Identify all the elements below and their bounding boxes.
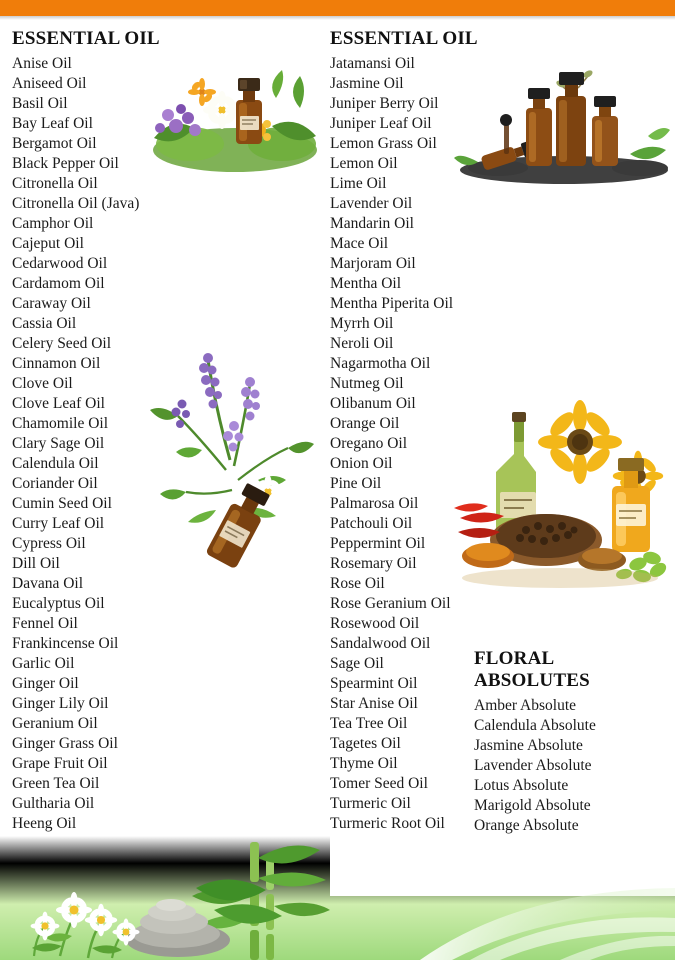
list-item: Pine Oil [330, 475, 382, 492]
list-item: Dill Oil [12, 555, 60, 572]
list-item: Star Anise Oil [330, 695, 418, 712]
list-item: Fennel Oil [12, 615, 78, 632]
list-item: Olibanum Oil [330, 395, 416, 412]
list-item: Tagetes Oil [330, 735, 401, 752]
list-item: Jatamansi Oil [330, 55, 415, 72]
list-item: Turmeric Root Oil [330, 815, 445, 832]
list-item: Celery Seed Oil [12, 335, 112, 352]
list-item: Cajeput Oil [12, 235, 84, 252]
list-item: Garlic Oil [12, 655, 75, 672]
list-item: Jasmine Absolute [474, 737, 583, 754]
spa-bottom-band-image [0, 836, 675, 960]
list-item: Tomer Seed Oil [330, 775, 428, 792]
spices-oil-illustration [452, 400, 672, 590]
list-item: Calendula Absolute [474, 717, 596, 734]
list-item: Cassia Oil [12, 315, 77, 332]
list-item: Heeng Oil [12, 815, 77, 832]
list-item: Myrrh Oil [330, 315, 394, 332]
list-item: Green Tea Oil [12, 775, 100, 792]
list-item: Tea Tree Oil [330, 715, 408, 732]
list-item: Ginger Lily Oil [12, 695, 109, 712]
list-item: Amber Absolute [474, 697, 577, 714]
list-item: Camphor Oil [12, 215, 94, 232]
top-orange-banner [0, 0, 675, 16]
list-item: Mandarin Oil [330, 215, 414, 232]
list-item: Cumin Seed Oil [12, 495, 112, 512]
list-item: Oregano Oil [330, 435, 408, 452]
list-item: Davana Oil [12, 575, 84, 592]
flowers-bottle-illustration [150, 68, 320, 178]
list-item: Chamomile Oil [12, 415, 109, 432]
list-item: Nutmeg Oil [330, 375, 404, 392]
banner-shadow [0, 16, 675, 20]
list-item: Rose Geranium Oil [330, 595, 451, 612]
list-item: Citronella Oil [12, 175, 98, 192]
list-item: Clary Sage Oil [12, 435, 105, 452]
list-item: Orange Oil [330, 415, 400, 432]
list-item: Cedarwood Oil [12, 255, 108, 272]
list-item: Eucalyptus Oil [12, 595, 105, 612]
lavender-with-bottle-image [138, 340, 323, 600]
list-item: Orange Absolute [474, 817, 579, 834]
list-item: Ginger Oil [12, 675, 79, 692]
spices-and-oil-image [452, 400, 672, 590]
list-item: Spearmint Oil [330, 675, 418, 692]
list-item: Curry Leaf Oil [12, 515, 105, 532]
list-item: Clove Oil [12, 375, 73, 392]
list-item: Rosewood Oil [330, 615, 420, 632]
list-item: Nagarmotha Oil [330, 355, 431, 372]
list-item: Marigold Absolute [474, 797, 591, 814]
flowers-with-oil-bottle-image [150, 68, 320, 178]
list-item: Caraway Oil [12, 295, 91, 312]
list-item: Ginger Grass Oil [12, 735, 118, 752]
floral-absolutes-heading: FLORAL ABSOLUTES [474, 648, 590, 691]
list-item: Lime Oil [330, 175, 387, 192]
list-item: Juniper Leaf Oil [330, 115, 432, 132]
list-item: Mentha Oil [330, 275, 402, 292]
list-item: Bergamot Oil [12, 135, 97, 152]
list-item: Gultharia Oil [12, 795, 95, 812]
list-item: Geranium Oil [12, 715, 98, 732]
list-item: Lavender Oil [330, 195, 413, 212]
list-item: Onion Oil [330, 455, 393, 472]
list-item: Lavender Absolute [474, 757, 592, 774]
list-item: Palmarosa Oil [330, 495, 419, 512]
list-item: Neroli Oil [330, 335, 394, 352]
list-item: Marjoram Oil [330, 255, 416, 272]
list-item: Patchouli Oil [330, 515, 413, 532]
list-item: Sage Oil [330, 655, 384, 672]
list-item: Bay Leaf Oil [12, 115, 93, 132]
right-column-heading: ESSENTIAL OIL [330, 28, 478, 49]
list-item: Thyme Oil [330, 755, 398, 772]
list-item: Lotus Absolute [474, 777, 569, 794]
list-item: Grape Fruit Oil [12, 755, 108, 772]
list-item: Lemon Oil [330, 155, 398, 172]
list-item: Mace Oil [330, 235, 389, 252]
list-item: Lemon Grass Oil [330, 135, 437, 152]
list-item: Rose Oil [330, 575, 385, 592]
list-item: Black Pepper Oil [12, 155, 119, 172]
list-item: Peppermint Oil [330, 535, 426, 552]
list-item: Sandalwood Oil [330, 635, 431, 652]
list-item: Frankincense Oil [12, 635, 119, 652]
list-item: Anise Oil [12, 55, 72, 72]
list-item: Mentha Piperita Oil [330, 295, 454, 312]
list-item: Coriander Oil [12, 475, 98, 492]
list-item: Basil Oil [12, 95, 68, 112]
lavender-illustration [138, 340, 323, 600]
left-column-heading: ESSENTIAL OIL [12, 28, 160, 49]
list-item: Turmeric Oil [330, 795, 411, 812]
list-item: Calendula Oil [12, 455, 99, 472]
list-item: Cardamom Oil [12, 275, 105, 292]
list-item: Aniseed Oil [12, 75, 87, 92]
list-item: Rosemary Oil [330, 555, 417, 572]
amber-bottle-group-image [452, 62, 672, 187]
spa-band-illustration [0, 836, 675, 960]
list-item: Cypress Oil [12, 535, 86, 552]
list-item: Cinnamon Oil [12, 355, 101, 372]
list-item: Citronella Oil (Java) [12, 195, 140, 212]
bottle-group-illustration [452, 62, 672, 187]
list-item: Juniper Berry Oil [330, 95, 439, 112]
list-item: Jasmine Oil [330, 75, 404, 92]
list-item: Clove Leaf Oil [12, 395, 105, 412]
